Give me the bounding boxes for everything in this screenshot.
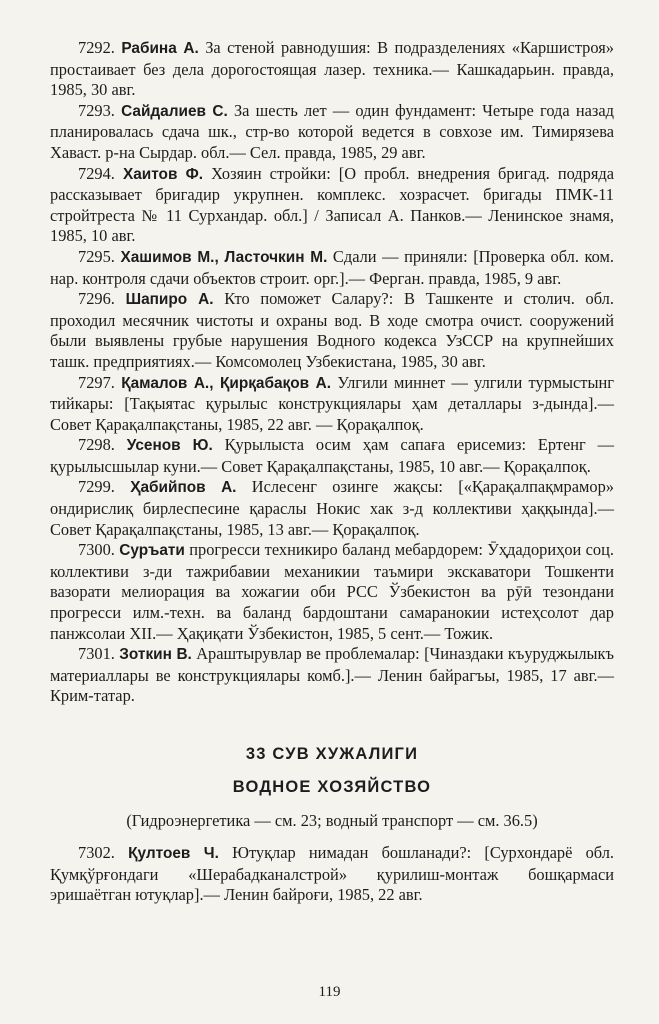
entry-number: 7295. <box>78 246 115 266</box>
entry-text: Сдали — приняли: [Проверка обл. ком. нар. контроля сдачи объектов строит. орг.].— Ферган. правда, 1985, 9 авг. <box>50 246 614 288</box>
entry-text: Араштырувлар ве проблемалар: [Чиназдаки къуруджылыкъ материаллары ве конструкциялары комб.].— Ленин байрагъы, 1985, 17 авг.— Крим-татар. <box>50 644 614 706</box>
bibliography-entry <box>50 373 614 436</box>
entry-author: Усенов Ю. <box>126 437 213 455</box>
entry-author: Сайдалиев С. <box>121 102 228 120</box>
entry-number: 7293. <box>78 100 115 120</box>
entry-text: Ютуқлар нимадан бошланади?: [Сурхондарё обл. Қумқўрғондаги «Шерабадканалстрой» қурилиш-монтаж бошқармаси эришаётган ютуқлар].— Ленин байроғи, 1985, 22 авг. <box>50 843 614 905</box>
section-entries-list <box>50 843 614 906</box>
entry-author: Хашимов М., Ласточкин М. <box>120 248 328 266</box>
page-number: 119 <box>318 984 341 1000</box>
entry-number: 7299. <box>78 477 115 497</box>
entry-number: 7301. <box>78 644 115 664</box>
entry-text: За стеной равнодушия: В подразделениях «Каршистроя» простаивает без дела дорогостоящая лазер. техника.— Кашкадарьин. правда, 1985, 30 авг. <box>50 38 614 100</box>
bibliography-entry <box>50 843 614 906</box>
bibliography-entry <box>50 540 614 644</box>
bibliography-entry <box>50 101 614 164</box>
entry-number: 7294. <box>78 163 115 183</box>
bibliography-entry <box>50 435 614 477</box>
section-crossref: (Гидроэнергетика — см. 23; водный транспорт — см. 36.5) <box>126 811 538 830</box>
bibliography-entry <box>50 164 614 247</box>
entry-number: 7292. <box>78 38 115 57</box>
bibliography-entry <box>50 477 614 540</box>
bibliography-entry <box>50 644 614 707</box>
entry-number: 7298. <box>78 435 115 455</box>
section-title-ru: ВОДНОЕ ХОЗЯЙСТВО <box>232 778 432 796</box>
bibliography-entry <box>50 247 614 289</box>
entry-number: 7296. <box>78 289 115 309</box>
entry-text: Қурылыста осим ҳам сапаға ерисемиз: Ертенг — қурылысшылар куни.— Совет Қарақалпақстаны, 1985, 10 авг.— Қорақалпоқ. <box>50 435 614 476</box>
entry-author: Қултоев Ч. <box>128 845 219 862</box>
entry-author: Қамалов А., Қирқабақов А. <box>121 374 332 392</box>
entry-number: 7302. <box>78 843 115 862</box>
section-title-uz: 33 СУВ ХУЖАЛИГИ <box>245 745 419 763</box>
entry-text: За шесть лет — один фундамент: Четыре года назад планировалась сдача шк., стр-во которой ведется в совхозе им. Тимирязева Хаваст. р-на Сырдар. обл.— Сел. правда, 1985, 29 авг. <box>50 100 614 162</box>
entry-author: Шапиро А. <box>125 291 214 309</box>
entry-text: Ислесенг озинге жақсы: [«Қарақалпақмрамор» ондирислиқ бирлеспесине қараслы Нокис хак з-д коллективи ҳаққында].— Совет Қарақалпақстаны, 1985, 13 авг.— Қорақалпоқ. <box>50 477 614 539</box>
entry-text: Кто поможет Салару?: В Ташкенте и столич. обл. проходил месячник чистоты и охраны вод. В ходе смотра очист. сооружений были выявлены грубые нарушения Водного кодекса УзССР на крупнейших ташк. предприятиях.— Комсомолец Узбекистана, 1985, 30 авг. <box>50 289 614 371</box>
entries-list <box>50 38 614 707</box>
page-body <box>50 38 614 906</box>
entry-text: Хозяин стройки: [О пробл. внедрения бригад. подряда рассказывает бригадир укрупнен. комплекс. хозрасчет. бригады ПМК-11 стройтреста № 11 Сурхандар. обл.] / Записал А. Панков.— Ленинское знамя, 1985, 10 авг. <box>50 163 614 246</box>
entry-number: 7300. <box>78 540 115 560</box>
entry-author: Хаитов Ф. <box>122 165 204 183</box>
entry-number: 7297. <box>78 372 115 392</box>
entry-text: Улгили миннет — улгили турмыстынг тийкары: [Тақыятас қурылыс конструкциялары ҳам деталлары з-дында].— Совет Қарақалпақстаны, 1985, 22 авг. — Қорақалпоқ. <box>50 372 614 434</box>
entry-author: Зоткин В. <box>119 646 192 664</box>
entry-author: Ҳабийпов А. <box>130 479 237 497</box>
bibliography-entry <box>50 38 614 101</box>
entry-author: Рабина А. <box>121 40 199 57</box>
entry-text: прогресси техникиро баланд мебардорем: Ӯҳдадориҳои соц. коллективи з-ди тажрибавии механикии таъмири экскаватори Тошкенти вазорати мелиорация ва хожагии оби РСС Ўзбекистон ва рӯӣ тезондани прогресси илм.-техн. ва баланд бардоштани самаранокии истеҳсолот дар панжсолаи XII.— Ҳақиқати Ўзбекистон, 1985, 5 сент.— Тожик. <box>50 540 614 643</box>
entry-author: Суръати <box>119 542 185 560</box>
bibliography-entry <box>50 289 614 372</box>
